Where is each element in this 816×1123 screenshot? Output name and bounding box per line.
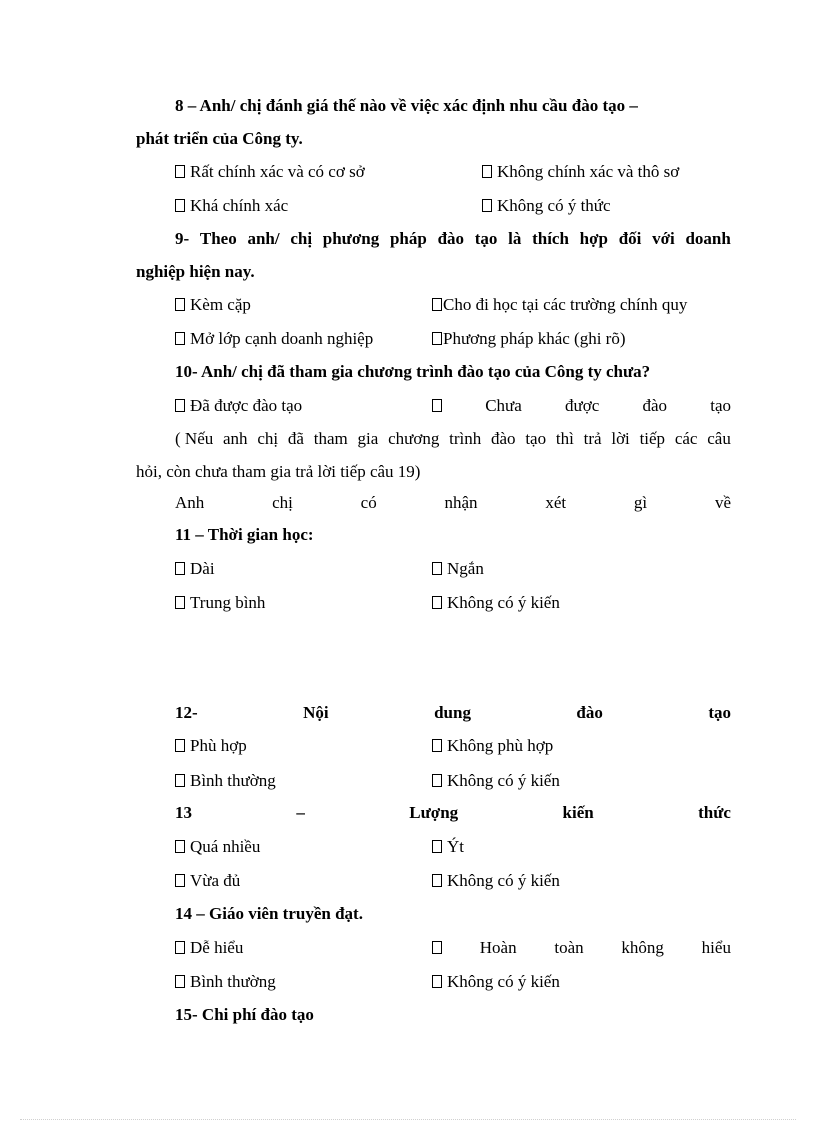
checkbox-icon <box>175 874 185 887</box>
checkbox-icon <box>175 332 185 345</box>
checkbox-icon <box>482 199 492 212</box>
q10-note-line1: ( Nếu anh chị đã tham gia chương trình đào tạo thì trả lời tiếp các câu <box>175 429 731 448</box>
q13-title: 13 – Lượng kiến thức <box>175 803 731 822</box>
q12-option-3[interactable]: Bình thường <box>175 770 276 792</box>
checkbox-icon <box>432 774 442 787</box>
q8-option-4[interactable]: Không có ý thức <box>482 195 611 217</box>
checkbox-icon <box>175 165 185 178</box>
q10-title: 10- Anh/ chị đã tham gia chương trình đào tạo của Công ty chưa? <box>175 362 651 381</box>
checkbox-icon <box>432 739 442 752</box>
q13-option-2[interactable]: Ýt <box>432 836 464 858</box>
checkbox-icon <box>432 596 442 609</box>
checkbox-icon <box>175 840 185 853</box>
q8-option-2[interactable]: Không chính xác và thô sơ <box>482 161 679 183</box>
q8-title-line2: phát triển của Công ty. <box>136 129 303 148</box>
q9-title-line2: nghiệp hiện nay. <box>136 262 255 281</box>
q11-title: 11 – Thời gian học: <box>175 525 314 544</box>
q14-option-1[interactable]: Dễ hiểu <box>175 937 243 959</box>
q12-option-1[interactable]: Phù hợp <box>175 735 247 757</box>
q9-option-3[interactable]: Mở lớp cạnh doanh nghiệp <box>175 328 373 350</box>
checkbox-icon <box>175 298 185 311</box>
checkbox-icon <box>482 165 492 178</box>
q14-title: 14 – Giáo viên truyền đạt. <box>175 904 363 923</box>
page-bottom-divider <box>20 1119 796 1120</box>
checkbox-icon <box>432 562 442 575</box>
q14-option-4[interactable]: Không có ý kiến <box>432 971 560 993</box>
q12-title: 12- Nội dung đào tạo <box>175 703 731 722</box>
checkbox-icon <box>175 774 185 787</box>
q8-option-1[interactable]: Rất chính xác và có cơ sở <box>175 161 365 183</box>
q12-option-2[interactable]: Không phù hợp <box>432 735 553 757</box>
checkbox-icon <box>432 941 442 954</box>
q10-lead-line: Anh chị có nhận xét gì về <box>175 493 731 512</box>
q11-option-2[interactable]: Ngắn <box>432 558 484 580</box>
checkbox-icon <box>432 399 442 412</box>
q13-option-1[interactable]: Quá nhiều <box>175 836 260 858</box>
q9-option-2[interactable]: Cho đi học tại các trường chính quy <box>432 294 687 316</box>
checkbox-icon <box>175 596 185 609</box>
q11-option-4[interactable]: Không có ý kiến <box>432 592 560 614</box>
q14-option-3[interactable]: Bình thường <box>175 971 276 993</box>
checkbox-icon <box>432 975 442 988</box>
checkbox-icon <box>175 399 185 412</box>
q9-title-line1: 9- Theo anh/ chị phương pháp đào tạo là thích hợp đối với doanh <box>175 229 731 248</box>
q10-option-2[interactable]: Chưa được đào tạo <box>432 395 731 417</box>
q9-option-4[interactable]: Phương pháp khác (ghi rõ) <box>432 328 626 350</box>
checkbox-icon <box>175 941 185 954</box>
q12-option-4[interactable]: Không có ý kiến <box>432 770 560 792</box>
checkbox-icon <box>432 298 442 311</box>
q9-option-1[interactable]: Kèm cặp <box>175 294 251 316</box>
checkbox-icon <box>432 874 442 887</box>
q8-option-3[interactable]: Khá chính xác <box>175 195 288 217</box>
q14-option-2[interactable]: Hoàn toàn không hiểu <box>432 937 731 959</box>
q13-option-3[interactable]: Vừa đủ <box>175 870 240 892</box>
checkbox-icon <box>432 332 442 345</box>
checkbox-icon <box>432 840 442 853</box>
checkbox-icon <box>175 199 185 212</box>
q10-option-1[interactable]: Đã được đào tạo <box>175 395 302 417</box>
q8-title-line1: 8 – Anh/ chị đánh giá thế nào về việc xác định nhu cầu đào tạo – <box>175 96 638 115</box>
checkbox-icon <box>175 562 185 575</box>
checkbox-icon <box>175 975 185 988</box>
q13-option-4[interactable]: Không có ý kiến <box>432 870 560 892</box>
q15-title: 15- Chi phí đào tạo <box>175 1005 314 1024</box>
q11-option-1[interactable]: Dài <box>175 558 215 580</box>
checkbox-icon <box>175 739 185 752</box>
q10-note-line2: hỏi, còn chưa tham gia trả lời tiếp câu 19) <box>136 462 421 481</box>
q11-option-3[interactable]: Trung bình <box>175 592 265 614</box>
